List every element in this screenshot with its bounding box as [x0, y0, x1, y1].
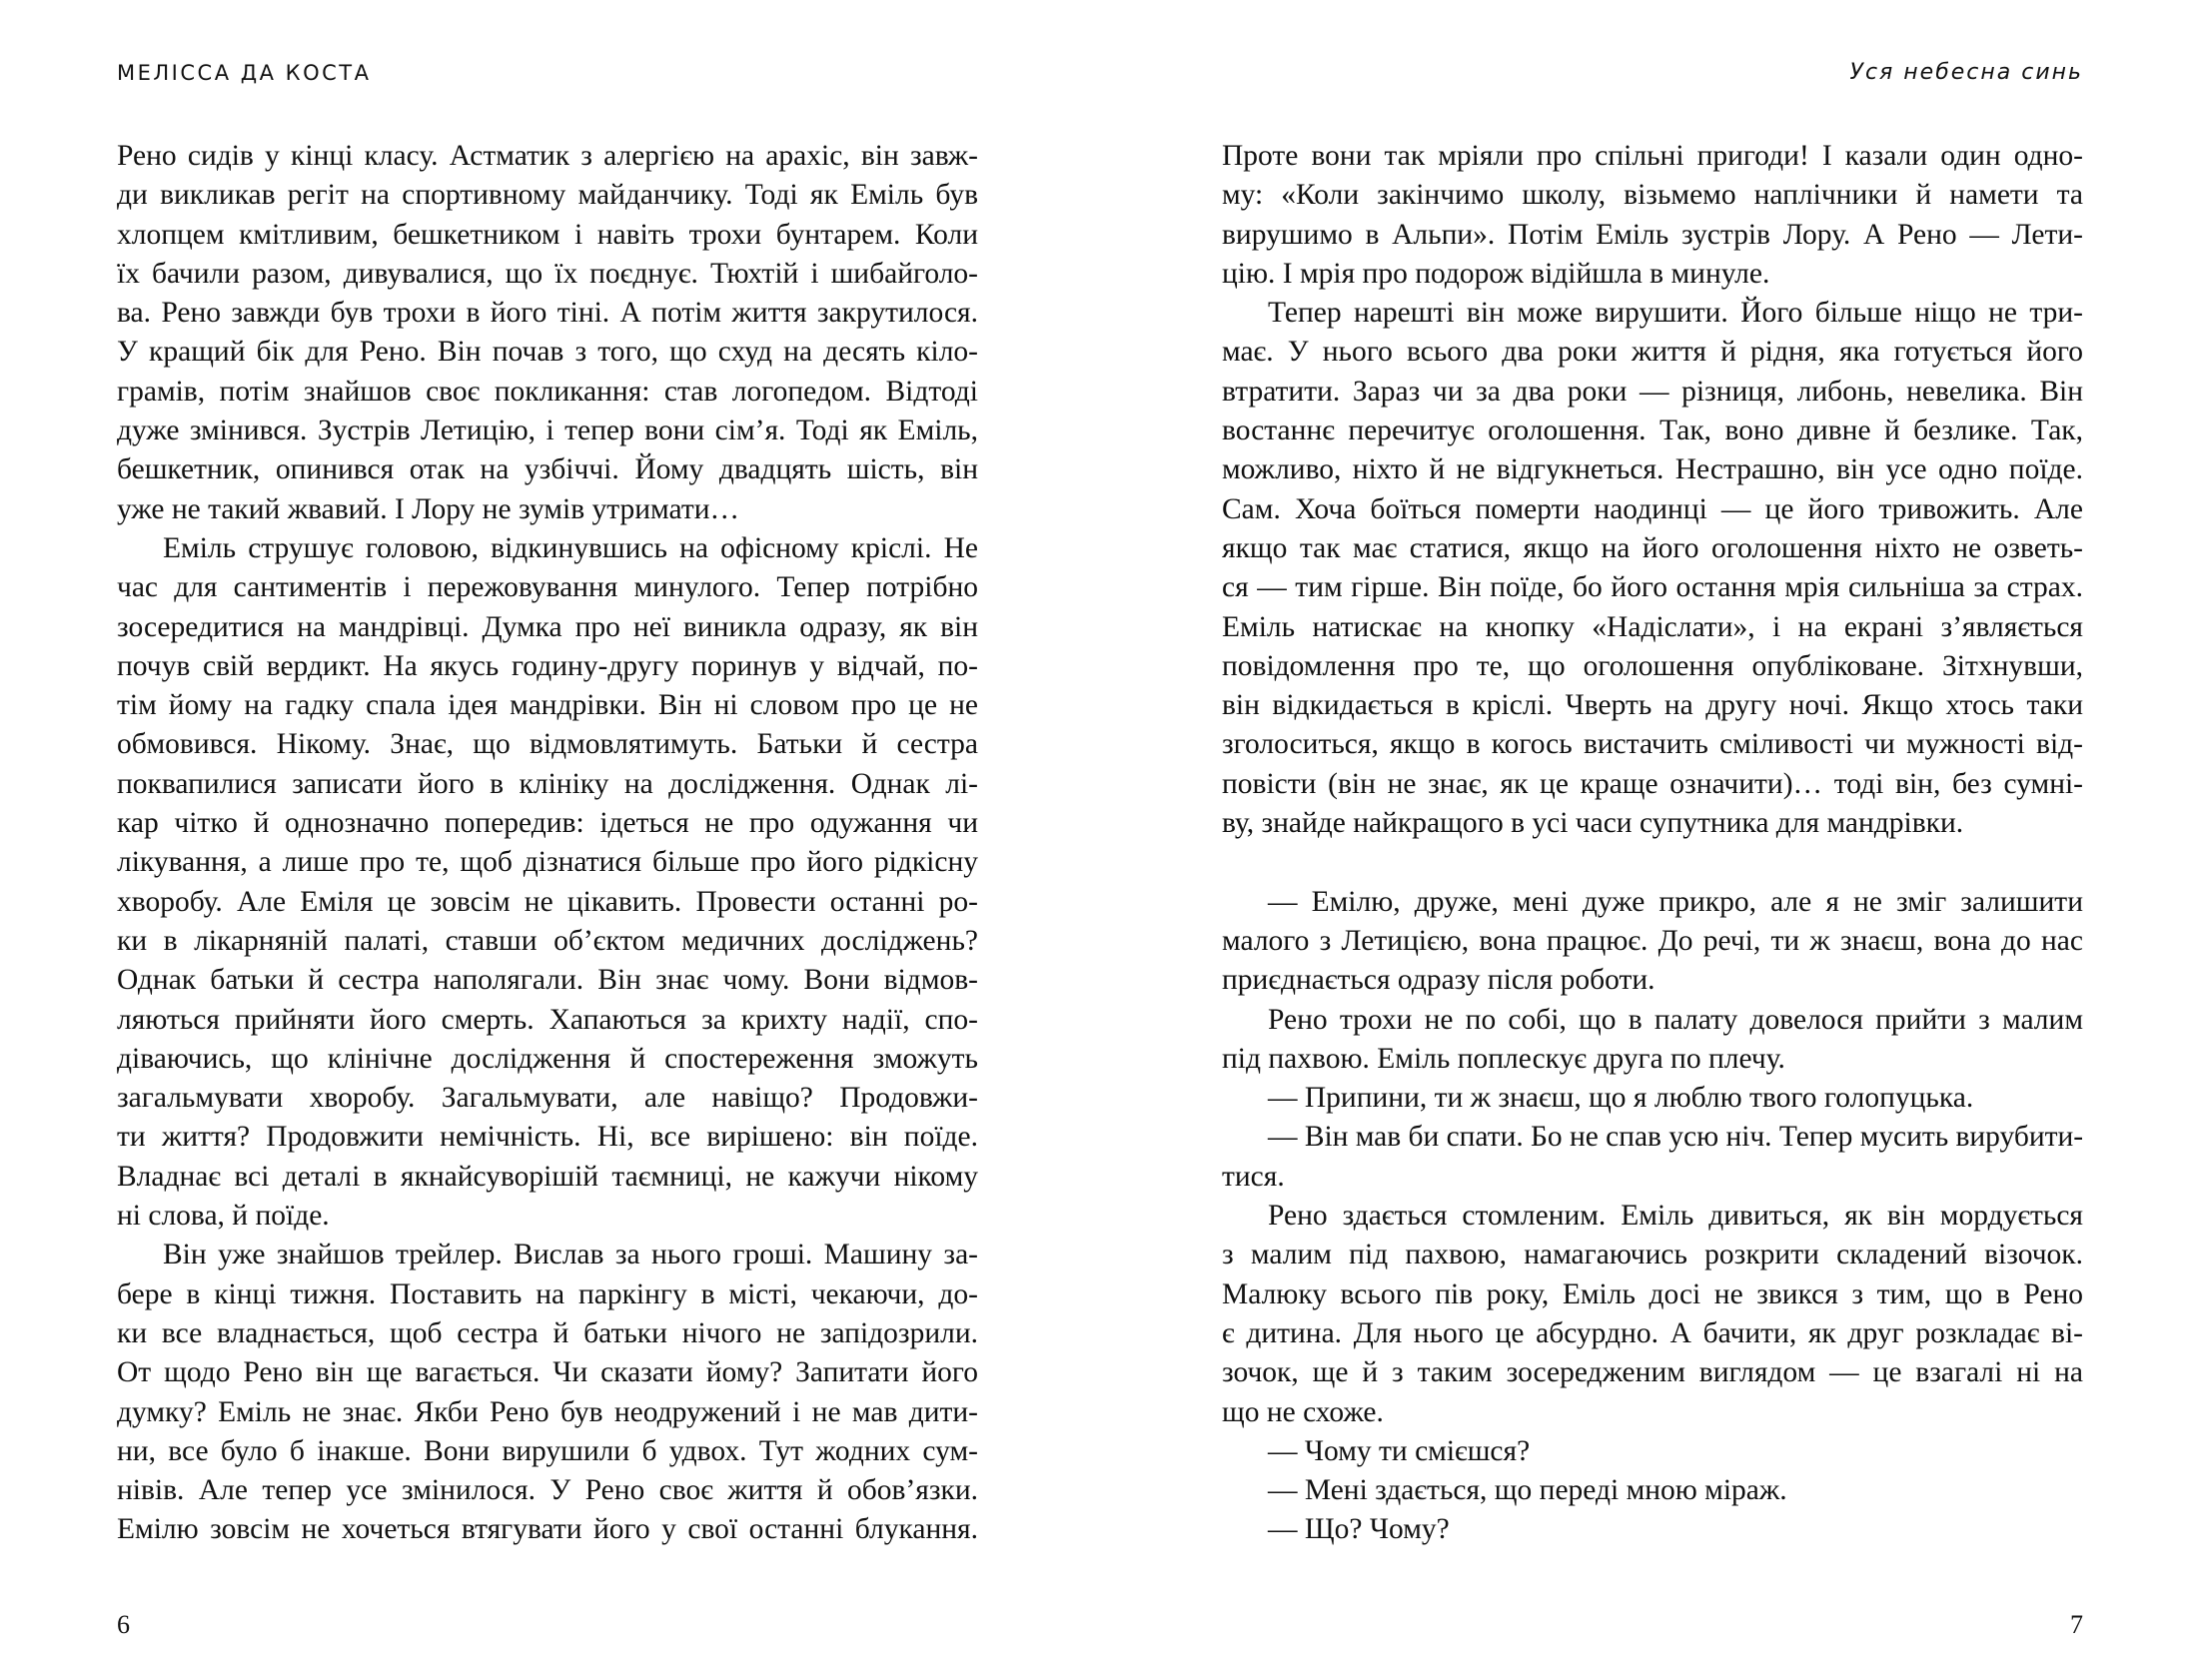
text-line: Емілю зовсім не хочеться втягувати його у свої останні блукання. [117, 1513, 978, 1546]
text-line: У кращий бік для Рено. Він почав з того, що схуд на десять кіло- [117, 336, 978, 369]
text-line: повісти (він не знає, як це краще означити)… тоді він, без сумні- [1222, 767, 2083, 800]
text-line: зочок, ще й з таким зосередженим виглядом — це взагалі ні на [1222, 1356, 2083, 1389]
text-line: Тепер нарешті він може вирушити. Його більше ніщо не три- [1268, 297, 2083, 330]
text-line: Проте вони так мріяли про спільні пригоди! І казали один одно- [1222, 140, 2083, 172]
text-line: що не схоже. [1222, 1395, 1384, 1428]
text-line: — Чому ти смієшся? [1268, 1434, 1531, 1467]
text-line: Владнає всі деталі в якнайсуворішій таємниці, не кажучи нікому [117, 1160, 978, 1193]
text-line: діваючись, що клінічне дослідження й спостереження зможуть [117, 1042, 978, 1075]
text-line: ни, все було б інакше. Вони вирушили б удвох. Тут жодних сум- [117, 1434, 978, 1467]
text-line: кар чітко й однозначно попередив: ідеться не про одужання чи [117, 807, 978, 840]
text-line: поквапилися записати його в клініку на дослідження. Однак лі- [117, 767, 978, 800]
text-line: вирушимо в Альпи». Потім Еміль зустрів Лору. А Рено — Лети- [1222, 218, 2083, 251]
text-line: ні слова, й поїде. [117, 1200, 330, 1233]
text-line: ву, знайде найкращого в усі часи супутника для мандрівки. [1222, 807, 1964, 840]
text-line: цію. І мрія про подорож відійшла в минуле. [1222, 257, 1770, 290]
text-line: можливо, ніхто й не відгукнеться. Нестрашно, він усе одно поїде. [1222, 453, 2083, 486]
text-line: Рено трохи не по собі, що в палату довелося прийти з малим [1268, 1003, 2083, 1036]
text-line: почув свій вердикт. На якусь годину-другу поринув у відчай, по- [117, 649, 978, 682]
text-line: дуже змінився. Зустрів Летицію, і тепер вони сім’я. Тоді як Еміль, [117, 415, 978, 447]
text-line: ди викликав регіт на спортивному майданчику. Тоді як Еміль був [117, 179, 978, 212]
text-line: під пахвою. Еміль поплескує друга по плечу. [1222, 1042, 1785, 1075]
text-line: уже не такий жвавий. І Лору не зумів утримати… [117, 492, 740, 525]
running-head-author: МЕЛІССА ДА КОСТА [117, 61, 372, 85]
text-line: є дитина. Для нього це абсурдно. А бачити, як друг розкладає ві- [1222, 1316, 2083, 1349]
text-line: час для сантиментів і пережовування минулого. Тепер потрібно [117, 571, 978, 604]
text-line: — Він мав би спати. Бо не спав усю ніч. Тепер мусить вирубити- [1268, 1121, 2083, 1154]
text-line: От щодо Рено він ще вагається. Чи сказати йому? Запитати його [117, 1356, 978, 1389]
text-line: хлопцем кмітливим, бешкетником і навіть трохи бунтарем. Коли [117, 218, 978, 251]
text-line: малого з Летицією, вона працює. До речі, ти ж знаєш, вона до нас [1222, 924, 2083, 957]
blank-line [1222, 843, 2083, 882]
text-line: з малим під пахвою, намагаючись розкрити складений візочок. [1222, 1239, 2083, 1271]
text-line: хворобу. Але Еміля це зовсім не цікавить. Провести останні ро- [117, 885, 978, 918]
left-page-body-text [117, 137, 978, 1550]
text-line: ся — тим гірше. Він поїде, бо його остання мрія сильніша за страх. [1222, 571, 2083, 604]
text-line: думку? Еміль не знає. Якби Рено був неодружений і не мав дити- [117, 1395, 978, 1428]
text-line: ва. Рено завжди був трохи в його тіні. А потім життя закрутилося. [117, 297, 978, 330]
right-page [1222, 0, 2083, 1680]
text-line: Рено здається стомленим. Еміль дивиться, як він мордується [1268, 1200, 2083, 1233]
right-page-body-text [1222, 137, 2083, 1550]
text-line: нівів. Але тепер усе змінилося. У Рено своє життя й обов’язки. [117, 1474, 978, 1507]
text-line: ляються прийняти його смерть. Хапаються за крихту надії, спо- [117, 1003, 978, 1036]
left-page [117, 0, 978, 1680]
text-line: він відкидається в кріслі. Чверть на другу ночі. Якщо хтось таки [1222, 689, 2083, 722]
text-line: Він уже знайшов трейлер. Вислав за нього гроші. Машину за- [163, 1239, 978, 1271]
text-line: — Мені здається, що переді мною міраж. [1268, 1474, 1787, 1507]
text-line: Рено сидів у кінці класу. Астматик з алергією на арахіс, він завж- [117, 140, 978, 172]
text-line: ки все владнається, щоб сестра й батьки нічого не запідозрили. [117, 1316, 978, 1349]
text-line: Малюку всього пів року, Еміль досі не звикся з тим, що в Рено [1222, 1277, 2083, 1310]
text-line: тім йому на гадку спала ідея мандрівки. Він ні словом про це не [117, 689, 978, 722]
text-line: лікування, а лише про те, щоб дізнатися більше про його рідкісну [117, 846, 978, 879]
text-line: їх бачили разом, дивувалися, що їх поєднує. Тюхтій і шибайголо- [117, 257, 978, 290]
text-line: загальмувати хворобу. Загальмувати, але навіщо? Продовжи- [117, 1082, 978, 1115]
text-line: Еміль натискає на кнопку «Надіслати», і на екрані з’являється [1222, 610, 2083, 643]
text-line: ти життя? Продовжити немічність. Ні, все вирішено: він поїде. [117, 1121, 978, 1154]
text-line: якщо так має статися, якщо на його оголошення ніхто не озветь- [1222, 531, 2083, 564]
text-line: Сам. Хоча боїться померти наодинці — це його тривожить. Але [1222, 492, 2083, 525]
running-head-title: Уся небесна синь [1849, 60, 2083, 85]
text-line: зголоситься, якщо в когось вистачить сміливості чи мужності від- [1222, 728, 2083, 761]
text-line: — Емілю, друже, мені дуже прикро, але я не зміг залишити [1268, 885, 2083, 918]
text-line: приєднається одразу після роботи. [1222, 964, 1655, 997]
text-line: обмовився. Нікому. Знає, що відмовлятимуть. Батьки й сестра [117, 728, 978, 761]
text-line: му: «Коли закінчимо школу, візьмемо наплічники й намети та [1222, 179, 2083, 212]
text-line: ки в лікарняній палаті, ставши об’єктом медичних досліджень? [117, 924, 978, 957]
text-line: — Припини, ти ж знаєш, що я люблю твого голопуцька. [1268, 1082, 1974, 1115]
text-line: — Що? Чому? [1268, 1513, 1450, 1546]
page-number: 6 [117, 1610, 130, 1639]
text-line: зосередитися на мандрівці. Думка про неї виникла одразу, як він [117, 610, 978, 643]
text-line: втратити. Зараз чи за два роки — різниця, либонь, невелика. Він [1222, 375, 2083, 408]
text-line: бере в кінці тижня. Поставить на паркінгу в місті, чекаючи, до- [117, 1277, 978, 1310]
text-line: повідомлення про те, що оголошення опубліковане. Зітхнувши, [1222, 649, 2083, 682]
text-line: Еміль струшує головою, відкинувшись на офісному кріслі. Не [163, 531, 978, 564]
page-number: 7 [2070, 1610, 2083, 1639]
text-line: востаннє перечитує оголошення. Так, воно дивне й безлике. Так, [1222, 415, 2083, 447]
text-line: тися. [1222, 1160, 1285, 1193]
text-line: має. У нього всього два роки життя й рідня, яка готується його [1222, 336, 2083, 369]
text-line: бешкетник, опинився отак на узбіччі. Йому двадцять шість, він [117, 453, 978, 486]
text-line: Однак батьки й сестра наполягали. Він знає чому. Вони відмов- [117, 964, 978, 997]
text-line: грамів, потім знайшов своє покликання: став логопедом. Відтоді [117, 375, 978, 408]
